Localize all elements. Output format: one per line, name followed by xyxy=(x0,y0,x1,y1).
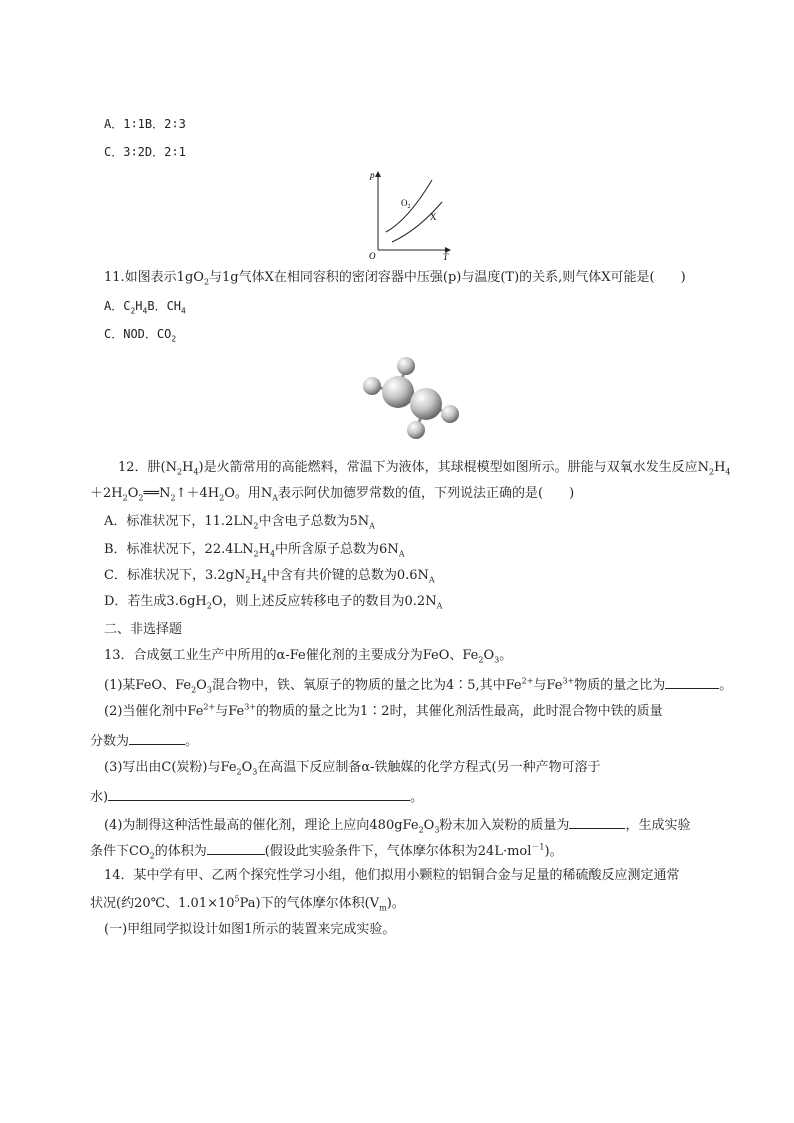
q12-option-d: D．若生成$3.6gH_2O$，则上述反应转移电子的数目为$0.2N_A$ xyxy=(104,594,443,611)
pressure-temperature-graph xyxy=(366,166,456,262)
origin-label: O xyxy=(369,251,376,261)
q12-option-a: A．标准状况下，$11.2LN_2$中含电子总数为$5N_A$ xyxy=(104,514,375,531)
hydrogen-atom xyxy=(407,421,425,439)
q13-part3-line1: (3)写出由C(炭粉)与$Fe_2O_3$在高温下反应制备α-铁触媒的化学方程式(另一种产物可溶于 xyxy=(104,760,601,777)
q13-part3-line2: 水) 。 xyxy=(90,786,423,808)
q10-options-row1: A．1∶1B．2∶3 xyxy=(104,117,186,131)
q14-part1-intro: (一)甲组同学拟设计如图1所示的装置来完成实验。 xyxy=(104,922,396,937)
x-curve-label: X xyxy=(430,212,437,222)
q13-part2-line2: 分数为 。 xyxy=(90,730,198,752)
q13-part4-line1: (4)为制得这种活性最高的催化剂，理论上应向$480gFe_2O_3$粉末加入炭粉的质量为 ，生成实验 xyxy=(104,814,690,836)
q12-option-b: B．标准状况下，$22.4LN_2H_4$中所含原子总数为$6N_A$ xyxy=(104,542,405,559)
o2-curve-label: $O_2$ xyxy=(401,198,411,210)
q10-options-row2: C．3∶2D．2∶1 xyxy=(104,145,186,159)
hydrazine-ball-stick-model xyxy=(352,352,464,444)
q13-part2-line1: (2)当催化剂中$Fe^{2+}$与$Fe^{3+}$的物质的量之比为1∶2时，其催化剂活性最高，此时混合物中铁的质量 xyxy=(104,702,663,719)
nitrogen-atom xyxy=(382,376,414,408)
q14-stem-line1: 14．某中学有甲、乙两个探究性学习小组，他们拟用小颗粒的铝铜合金与足量的稀硫酸反应测定通常 xyxy=(104,868,680,883)
hydrogen-atom xyxy=(441,405,459,423)
hydrogen-atom xyxy=(363,377,381,395)
q13-part1: (1)某FeO、$Fe_2O_3$混合物中，铁、氧原子的物质的量之比为4∶5,其中$Fe^{2+}$与$Fe^{3+}$物质的量之比为 。 xyxy=(104,674,732,696)
q13-part4-co2-volume-blank[interactable] xyxy=(207,840,265,855)
q13-part2-answer-blank[interactable] xyxy=(129,730,185,745)
q14-stem-line2: 状况(约20℃、$1.01\times 10^5Pa$)下的气体摩尔体积$(V_m)$。 xyxy=(90,894,405,913)
hydrogen-atom xyxy=(397,357,415,375)
q12-stem-line2: $+2H_2O_2══N_2↑+4H_2O$。用$N_A$表示阿伏加德罗常数的值，下列说法正确的是( ) xyxy=(90,486,575,503)
q13-part1-answer-blank[interactable] xyxy=(665,674,719,689)
p-axis-label: p xyxy=(370,170,375,180)
q13-part3-answer-blank[interactable] xyxy=(108,786,410,801)
nitrogen-atom xyxy=(410,388,442,420)
t-axis-label: T xyxy=(443,252,449,262)
q11-options-row2: C．NOD．$CO_2$ xyxy=(104,327,177,344)
q12-stem-line1: 12．肼$(N_2H_4)$是火箭常用的高能燃料，常温下为液体，其球棍模型如图所示。肼能与双氧水发生反应$N_2H_4$ xyxy=(118,460,731,477)
q11-options-row1: A．$C_2H_4B$．$CH_4$ xyxy=(104,299,186,316)
q13-part4-line2: 条件下$CO_2$的体积为 (假设此实验条件下，气体摩尔体积为24L·mol$^{-1}$)。 xyxy=(90,840,563,862)
q11-stem: 11.如图表示$1gO_2$与1g气体X在相同容积的密闭容器中压强(p)与温度(T)的关系,则气体X可能是( ) xyxy=(104,270,686,287)
q13-part4-carbon-mass-blank[interactable] xyxy=(569,814,625,829)
q12-option-c: C．标准状况下，$3.2gN_2H_4$中含有共价键的总数为$0.6N_A$ xyxy=(104,568,435,585)
q13-stem: 13．合成氨工业生产中所用的α-Fe催化剂的主要成分为FeO、$Fe_2O_3$。 xyxy=(104,648,513,665)
section-heading-non-choice: 二、非选择题 xyxy=(104,622,183,637)
